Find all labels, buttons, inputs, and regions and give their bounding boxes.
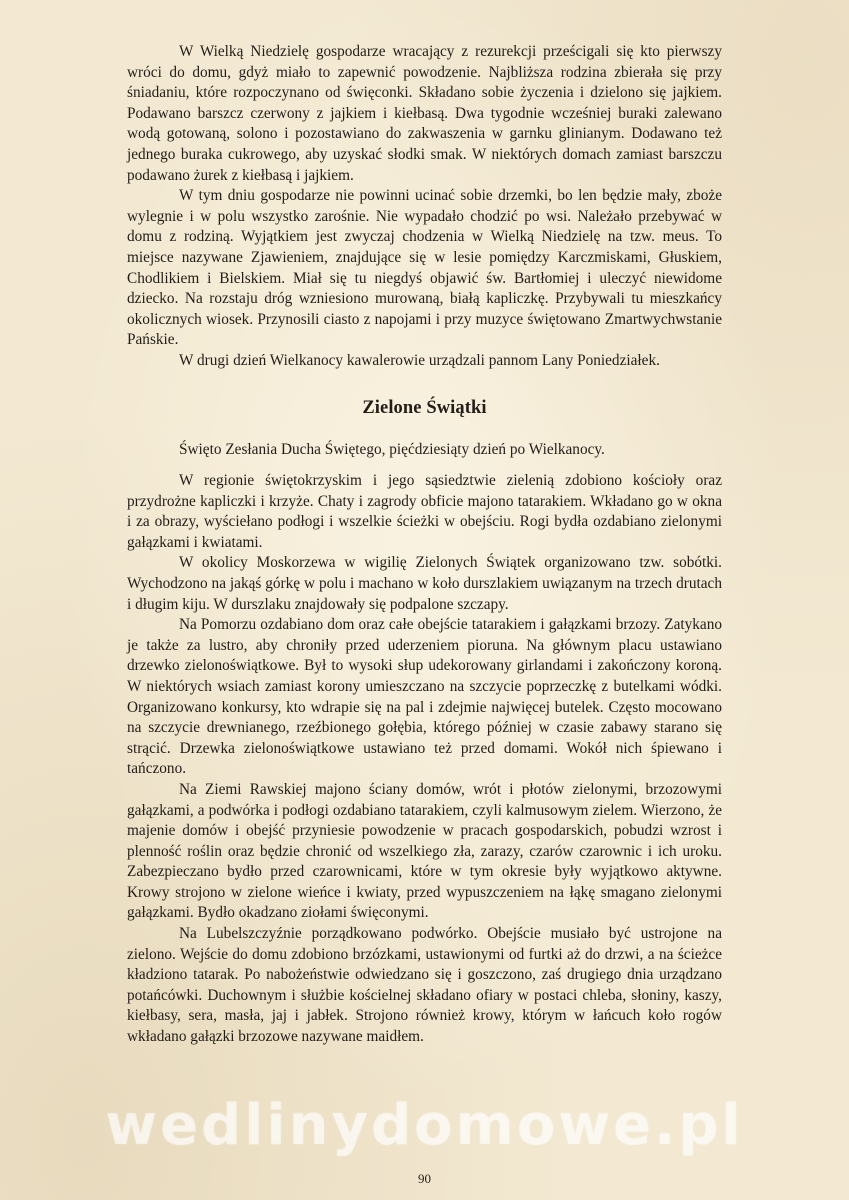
section-title: Zielone Świątki (362, 398, 487, 418)
paragraph: W drugi dzień Wielkanocy kawalerowie urządzali pannom Lany Poniedziałek. (179, 351, 660, 369)
paragraph: W tym dniu gospodarze nie powinni ucinać sobie drzemki, bo len będzie mały, zboże wylegnie i w polu wszystko zarośnie. Nie wypadało chodzić po wsi. Należało przebywać w domu z rodziną. Wyjątkiem jest zwyczaj chodzenia w Wielką Niedzielę na tzw. meus. To miejsce nazywane Zjawieniem, znajdujące się w lesie pomiędzy Karczmiskami, Głuskiem, Chodlikiem i Bielskiem. Miał się tu niegdyś objawić św. Bartłomiej i uleczyć niewidome dziecko. Na rozstaju dróg wzniesiono murowaną, białą kapliczkę. Przybywali tu mieszkańcy okolicznych wiosek. Przynosili ciasto z napojami i przy muzyce świętowano Zmartwychwstanie Pańskie. (127, 187, 722, 349)
section-intro: Święto Zesłania Ducha Świętego, pięćdziesiąty dzień po Wielkanocy. (179, 441, 605, 458)
watermark: wedlinydomowe.pl (105, 1093, 744, 1158)
section-body-block (127, 471, 722, 1048)
section-intro-block (127, 440, 722, 461)
paragraph: W Wielką Niedzielę gospodarze wracający z rezurekcji prześcigali się kto pierwszy wróci do domu, gdyż miało to zapewnić powodzenie. Najbliższa rodzina zbierała się przy śniadaniu, które rozpoczynano od święconki. Składano sobie życzenia i dzielono się jajkiem. Podawano barszcz czerwony z jajkiem i kiełbasą. Dwa tygodnie wcześniej buraki zalewano wodą gotowaną, solono i pozostawiano do zakwaszenia w garnku glinianym. Dodawano też jednego buraka cukrowego, aby uzyskać słodki smak. W niektórych domach zamiast barszczu podawano żurek z kiełbasą i jajkiem. (127, 43, 722, 184)
paragraph: W okolicy Moskorzewa w wigilię Zielonych Świątek organizowano tzw. sobótki. Wychodzono na jakąś górkę w polu i machano w koło durszlakiem uwiązanym na trzech drutach i długim kiju. W durszlaku znajdowały się podpalone szczapy. (127, 554, 722, 613)
paragraph: Na Lubelszczyźnie porządkowano podwórko. Obejście musiało być ustrojone na zielono. Wejście do domu zdobiono brzózkami, ustawionymi od furtki aż do drzwi, a na ścieżce kładziono tatarak. Po nabożeństwie odwiedzano się i goszczono, zaś drugiego dnia urządzano potańcówki. Duchownym i służbie kościelnej składano ofiary w postaci chleba, słoniny, kaszy, kiełbasy, sera, masła, jaj i jabłek. Strojono również krowy, którym w łańcuch koło rogów wkładano gałązki brzozowe nazywane maidłem. (127, 925, 722, 1046)
paragraph: Na Ziemi Rawskiej majono ściany domów, wrót i płotów zielonymi, brzozowymi gałązkami, a podwórka i podłogi ozdabiano tatarakiem, czyli kalmusowym zielem. Wierzono, że majenie domów i obejść przyniesie powodzenie w pracach gospodarskich, pobudzi wzrost i plenność roślin oraz będzie chronić od wszelkiego zła, zarazy, czarów czarownic i ich uroku. Zabezpieczano bydło przed czarownicami, które w tym okresie były wyjątkowo aktywne. Krowy strojono w zielone wieńce i kwiaty, przed wypuszczeniem na łąkę smagano zielonymi gałązkami. Bydło okadzano ziołami święconymi. (127, 780, 722, 922)
paragraph: W regionie świętokrzyskim i jego sąsiedztwie zielenią zdobiono kościoły oraz przydrożne kapliczki i krzyże. Chaty i zagrody obficie majono tatarakiem. Wkładano go w okna i za obrazy, wyściełano podłogi i wszelkie ścieżki w obejściu. Rogi bydła ozdabiano zielonymi gałązkami i kwiatami. (127, 472, 722, 551)
paragraph: Na Pomorzu ozdabiano dom oraz całe obejście tatarakiem i gałązkami brzozy. Zatykano je także za lustro, aby chroniły przed uderzeniem pioruna. Na głównym placu ustawiano drzewko zielonoświątkowe. Był to wysoki słup udekorowany girlandami i zakończony koroną. W niektórych wsiach zamiast korony umieszczano na szczycie poprzeczkę z butelkami wódki. Organizowano konkursy, kto wdrapie się na pal i zdejmie najwięcej butelek. Często mocowano na szczycie drewnianego, rzeźbionego gołębia, którego później w czasie zabawy starano się strącić. Drzewka zielonoświątkowe ustawiano też przed domami. Wokół nich śpiewano i tańczono. (127, 616, 722, 778)
page-number: 90 (418, 1171, 431, 1186)
top-text-block (127, 42, 722, 372)
